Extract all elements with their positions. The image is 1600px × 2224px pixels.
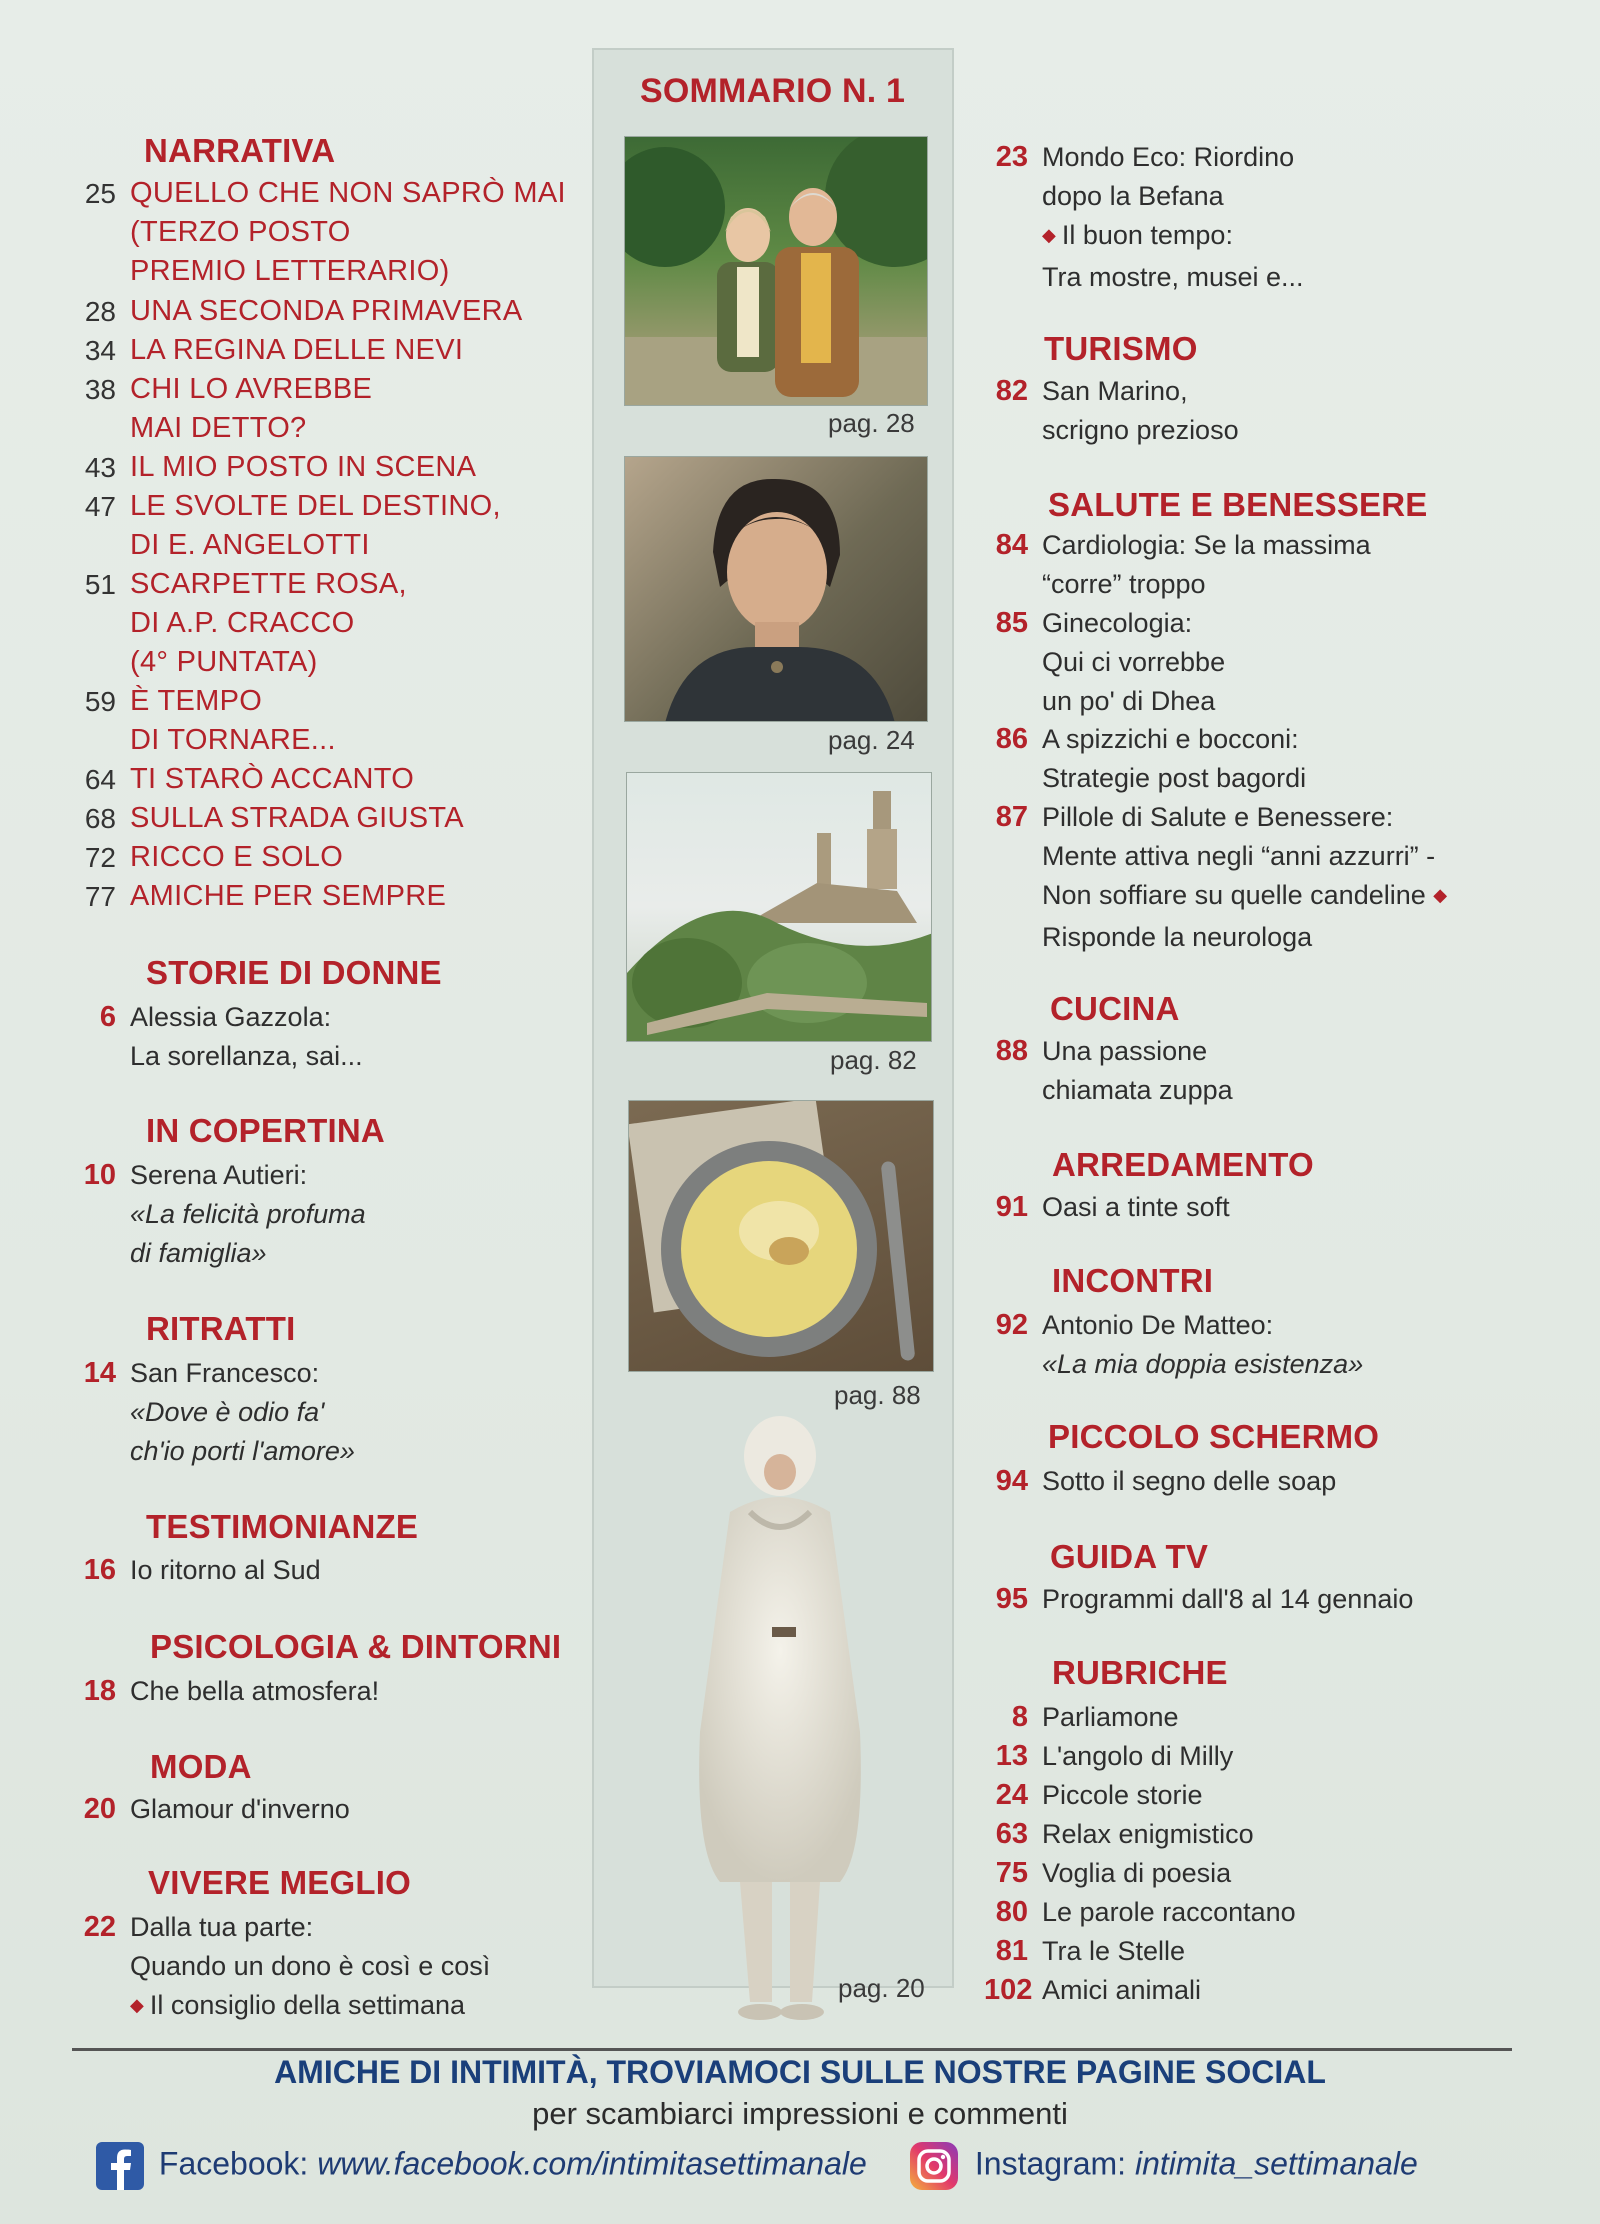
toc-entry[interactable]: [72, 1672, 379, 1711]
toc-entry[interactable]: [984, 1776, 1203, 1815]
instagram-link[interactable]: Instagram: intimita_settimanale: [910, 2142, 1418, 2190]
page-number: 34: [84, 335, 116, 366]
photo-caption: pag. 28: [828, 408, 915, 438]
entry-title: Una passione chiamata zuppa: [1042, 1036, 1233, 1105]
toc-entry[interactable]: [984, 798, 1453, 957]
toc-entry[interactable]: [72, 1908, 490, 2028]
entry-title: Mondo Eco: Riordino dopo la Befana ◆ Il buon tempo: Tra mostre, musei e...: [1042, 142, 1304, 292]
entry-title: UNA SECONDA PRIMAVERA: [130, 295, 523, 327]
page-number: 59: [84, 686, 116, 717]
page-number: 43: [84, 452, 116, 483]
entry-title: IL MIO POSTO IN SCENA: [130, 451, 477, 483]
entry-title: Parliamone: [1042, 1702, 1179, 1732]
page-number: 86: [995, 723, 1028, 755]
entry-title: San Marino, scrigno prezioso: [1042, 376, 1239, 445]
page-number: 14: [83, 1357, 116, 1389]
toc-entry[interactable]: [72, 565, 407, 682]
entry-title: Antonio De Matteo: «La mia doppia esistenza»: [1042, 1310, 1364, 1379]
page-number: 18: [83, 1675, 116, 1707]
diamond-bullet-icon: ◆: [130, 1995, 144, 2015]
toc-entry[interactable]: [72, 877, 446, 916]
footer-divider: [72, 2048, 1512, 2051]
facebook-icon: [96, 2142, 144, 2190]
toc-entry[interactable]: [984, 1893, 1296, 1932]
section-heading-arredamento: ARREDAMENTO: [1052, 1146, 1314, 1183]
page-number: 64: [84, 764, 116, 795]
page-number: 85: [995, 607, 1028, 639]
entry-title: LA REGINA DELLE NEVI: [130, 334, 464, 366]
toc-entry[interactable]: [984, 1032, 1233, 1110]
page-number: 28: [84, 296, 116, 327]
entry-title: A spizzichi e bocconi: Strategie post bagordi: [1042, 724, 1307, 793]
couple-photo: [624, 136, 928, 406]
page-number: 102: [984, 1974, 1033, 2006]
toc-entry[interactable]: [72, 838, 343, 877]
page-number: 20: [83, 1793, 116, 1825]
entry-title: Glamour d'inverno: [130, 1794, 350, 1824]
entry-title: AMICHE PER SEMPRE: [130, 880, 447, 912]
toc-entry[interactable]: [72, 292, 523, 331]
page-number: 25: [84, 178, 116, 209]
entry-title: RICCO E SOLO: [130, 841, 344, 873]
photo-caption: pag. 88: [834, 1380, 921, 1410]
page-number: 87: [995, 801, 1028, 833]
toc-entry[interactable]: [984, 1580, 1413, 1619]
toc-entry[interactable]: [984, 1698, 1179, 1737]
page-number: 22: [83, 1911, 116, 1943]
section-heading-incontri: INCONTRI: [1052, 1262, 1214, 1299]
entry-title: Cardiologia: Se la massima “corre” troppo: [1042, 530, 1371, 599]
toc-entry[interactable]: [72, 1354, 355, 1471]
toc-entry[interactable]: [984, 604, 1225, 721]
footer-title: AMICHE DI INTIMITÀ, TROVIAMOCI SULLE NOSTRE PAGINE SOCIAL: [274, 2054, 1326, 2090]
toc-entry[interactable]: [72, 998, 363, 1076]
section-heading-ritratti: RITRATTI: [146, 1310, 296, 1347]
section-heading-in-copertina: IN COPERTINA: [146, 1112, 385, 1149]
section-heading-rubriche: RUBRICHE: [1052, 1654, 1228, 1691]
entry-title: TI STARÒ ACCANTO: [130, 763, 415, 795]
instagram-icon: [910, 2142, 958, 2190]
page-number: 63: [995, 1818, 1028, 1850]
toc-entry[interactable]: [984, 1854, 1231, 1893]
footer-subtitle: per scambiarci impressioni e commenti: [532, 2096, 1068, 2131]
toc-entry[interactable]: [984, 1932, 1185, 1971]
entry-title: San Francesco: «Dove è odio fa' ch'io porti l'amore»: [130, 1358, 355, 1466]
entry-title: L'angolo di Milly: [1042, 1741, 1234, 1771]
section-heading-turismo: TURISMO: [1044, 330, 1198, 367]
page-number: 82: [995, 375, 1028, 407]
page-number: 94: [995, 1465, 1028, 1497]
toc-entry[interactable]: [984, 138, 1304, 297]
entry-title: Relax enigmistico: [1042, 1819, 1254, 1849]
toc-entry[interactable]: [984, 526, 1371, 604]
page-number: 51: [84, 569, 116, 600]
photo-caption: pag. 24: [828, 725, 915, 755]
entry-title: Io ritorno al Sud: [130, 1555, 321, 1585]
entry-title: Pillole di Salute e Benessere: Mente attiva negli “anni azzurri” - Non soffiare su quelle candeline ◆ Risponde la neurologa: [1042, 802, 1448, 952]
toc-entry[interactable]: [72, 1156, 366, 1273]
section-heading-cucina: CUCINA: [1050, 990, 1180, 1027]
photo-caption: pag. 82: [830, 1045, 917, 1075]
page-number: 95: [995, 1583, 1028, 1615]
entry-title: SULLA STRADA GIUSTA: [130, 802, 464, 834]
castle-photo: [626, 772, 932, 1042]
page-number: 24: [995, 1779, 1028, 1811]
soup-bowl-photo: [628, 1100, 934, 1372]
page-number: 16: [83, 1554, 116, 1586]
toc-entry[interactable]: [72, 370, 372, 448]
page-number: 75: [995, 1857, 1028, 1889]
page-number: 10: [83, 1159, 116, 1191]
section-heading-guida-tv: GUIDA TV: [1050, 1538, 1209, 1575]
toc-entry[interactable]: [72, 174, 566, 291]
entry-title: Sotto il segno delle soap: [1042, 1466, 1337, 1496]
entry-title: Piccole storie: [1042, 1780, 1203, 1810]
entry-title: Amici animali: [1042, 1975, 1202, 2005]
diamond-bullet-icon: ◆: [1042, 225, 1056, 245]
section-heading-storie-di-donne: STORIE DI DONNE: [146, 954, 442, 991]
page-number: 23: [995, 141, 1028, 173]
facebook-link[interactable]: Facebook: www.facebook.com/intimitasettimanale: [96, 2142, 867, 2190]
photo-caption: pag. 20: [838, 1973, 925, 2003]
section-heading-vivere-meglio: VIVERE MEGLIO: [148, 1864, 411, 1901]
page-number: 81: [995, 1935, 1028, 1967]
section-heading-testimonianze: TESTIMONIANZE: [146, 1508, 419, 1545]
toc-entry[interactable]: [72, 1551, 321, 1590]
toc-entry[interactable]: [72, 448, 476, 487]
entry-title: Le parole raccontano: [1042, 1897, 1296, 1927]
toc-entry[interactable]: [72, 331, 463, 370]
page-number: 80: [995, 1896, 1028, 1928]
page-number: 47: [84, 491, 116, 522]
toc-entry[interactable]: [72, 1790, 350, 1829]
section-heading-salute: SALUTE E BENESSERE: [1048, 486, 1428, 523]
section-heading-moda: MODA: [150, 1748, 252, 1785]
diamond-bullet-icon: ◆: [1433, 885, 1448, 905]
entry-title: Oasi a tinte soft: [1042, 1192, 1230, 1222]
entry-title: Dalla tua parte: Quando un dono è così e così ◆ Il consiglio della settimana: [130, 1912, 491, 2020]
toc-entry[interactable]: [984, 372, 1239, 450]
toc-entry[interactable]: [984, 1737, 1233, 1776]
entry-title: Ginecologia: Qui ci vorrebbe un po' di Dhea: [1042, 608, 1226, 716]
entry-title: LE SVOLTE DEL DESTINO, DI E. ANGELOTTI: [130, 490, 501, 561]
page-number: 38: [84, 374, 116, 405]
section-heading-narrativa: NARRATIVA: [144, 132, 336, 169]
section-heading-piccolo-schermo: PICCOLO SCHERMO: [1048, 1418, 1380, 1455]
page-number: 91: [995, 1191, 1028, 1223]
entry-title: Serena Autieri: «La felicità profuma di famiglia»: [130, 1160, 366, 1268]
page-number: 72: [84, 842, 116, 873]
page-number: 77: [84, 881, 116, 912]
toc-entry[interactable]: [984, 1188, 1230, 1227]
toc-entry[interactable]: [72, 799, 464, 838]
page-number: 8: [1011, 1701, 1028, 1733]
page-number: 84: [995, 529, 1028, 561]
entry-title: Che bella atmosfera!: [130, 1676, 380, 1706]
entry-title: Voglia di poesia: [1042, 1858, 1232, 1888]
toc-entry[interactable]: [72, 760, 414, 799]
page-number: 6: [99, 1001, 116, 1033]
section-heading-psicologia: PSICOLOGIA & DINTORNI: [150, 1628, 562, 1665]
entry-title: Tra le Stelle: [1042, 1936, 1186, 1966]
winter-fashion-photo: [660, 1412, 900, 2032]
toc-entry[interactable]: [72, 682, 336, 760]
page-number: 13: [995, 1740, 1028, 1772]
toc-entry[interactable]: [72, 487, 501, 565]
entry-title: CHI LO AVREBBE MAI DETTO?: [130, 373, 373, 444]
toc-entry[interactable]: [984, 1306, 1363, 1384]
entry-title: Programmi dall'8 al 14 gennaio: [1042, 1584, 1414, 1614]
entry-title: SCARPETTE ROSA, DI A.P. CRACCO (4° PUNTATA): [130, 568, 407, 678]
entry-title: È TEMPO DI TORNARE...: [130, 685, 336, 756]
page-number: 88: [995, 1035, 1028, 1067]
entry-title: QUELLO CHE NON SAPRÒ MAI (TERZO POSTO PREMIO LETTERARIO): [130, 177, 566, 287]
toc-entry[interactable]: [984, 1462, 1336, 1501]
page-title: SOMMARIO N. 1: [640, 72, 906, 110]
toc-entry[interactable]: [984, 1971, 1201, 2010]
entry-title: Alessia Gazzola: La sorellanza, sai...: [130, 1002, 363, 1071]
toc-entry[interactable]: [984, 1815, 1254, 1854]
woman-portrait-photo: [624, 456, 928, 722]
page-number: 68: [84, 803, 116, 834]
toc-entry[interactable]: [984, 720, 1306, 798]
page-number: 92: [995, 1309, 1028, 1341]
